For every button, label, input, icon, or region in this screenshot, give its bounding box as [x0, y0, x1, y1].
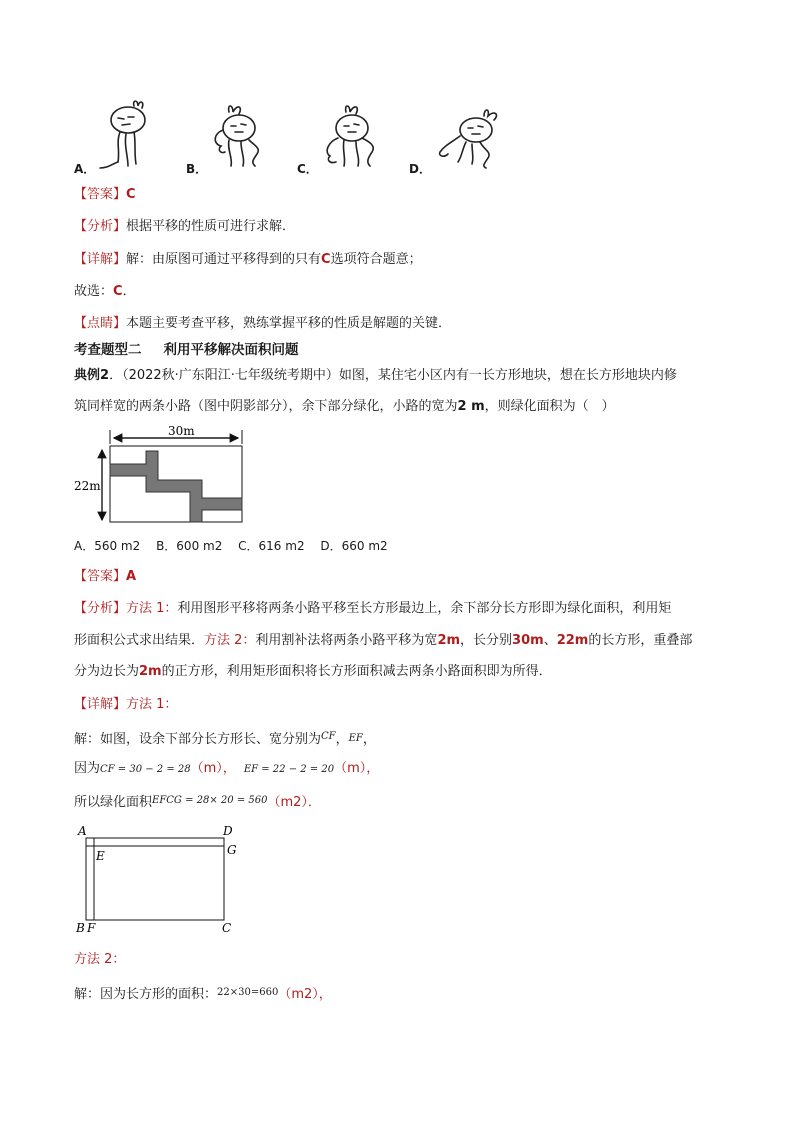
solution-text4: 解：因为长方形的面积： [74, 987, 218, 1002]
label-f: F [87, 921, 96, 935]
rabbit-drawing-d [432, 106, 507, 176]
unit-m2-total: （m2）， [278, 987, 332, 1002]
rabbit-drawing-c [318, 102, 388, 172]
rectangle-diagram [72, 822, 242, 940]
stem-width: 2 m [457, 399, 485, 414]
q2-stem-line2 [74, 398, 615, 416]
question-source: ．（2022秋·广东阳江·七年级统考期中）如图，某住宅小区内有一长方形地块，想在长方形地块内修 [109, 368, 677, 383]
equation-total-area: 22×30=660 [217, 987, 279, 998]
value-2m: 2m [437, 633, 461, 648]
q1-choose-line [74, 283, 136, 301]
detail-tag: 【详解】 [74, 252, 127, 267]
value-22m: 22m [556, 633, 589, 648]
value-30m: 30m [512, 633, 544, 648]
q1-analysis-line [74, 218, 295, 236]
solution-text2: 因为 [74, 761, 101, 776]
analysis-text5: 的长方形，重叠部 [588, 633, 693, 648]
option-c-figure [318, 102, 388, 176]
equation-cf: CF = 30 − 2 = 28 [100, 764, 191, 775]
option-a-figure [90, 98, 160, 177]
var-ef: EF [348, 733, 363, 744]
analysis-text4: ，长分别 [460, 633, 513, 648]
option-b-figure [205, 102, 275, 176]
analysis-tag: 【分析】 [74, 219, 127, 234]
detail-tag: 【详解】 [74, 697, 127, 712]
answer-tag: 【答案】 [74, 569, 127, 584]
choose-end: ． [122, 284, 136, 299]
label-g: G [227, 843, 237, 857]
section-label: 考查题型二 [74, 342, 142, 358]
option-d-label[interactable]: D． [409, 162, 431, 176]
label-e: E [96, 849, 105, 863]
method2-label: 方法 2： [204, 633, 256, 648]
option-a-label[interactable]: A． [74, 162, 96, 176]
unit-m-2: （m）， [334, 761, 380, 776]
paths-figure [72, 424, 252, 532]
solution-text1: 解：如图，设余下部分长方形长、宽分别为 [74, 732, 322, 747]
analysis-text3: 利用割补法将两条小路平移为宽 [255, 633, 438, 648]
rabbit-drawing-b [205, 102, 275, 172]
analysis-tag: 【分析】 [74, 601, 127, 616]
solution-text3: 所以绿化面积 [74, 795, 153, 810]
analysis-text1: 利用图形平移将两条小路平移至长方形最边上，余下部分长方形即为绿化面积，利用矩 [177, 601, 672, 616]
label-d: D [223, 824, 233, 838]
solution-sep: ， [335, 732, 349, 747]
answer-tag: 【答案】 [74, 187, 127, 202]
equation-ef: EF = 22 − 2 = 20 [243, 764, 335, 775]
choose-label: 故选： [74, 284, 114, 299]
q2-solution-line3 [74, 792, 321, 812]
separator: 、 [543, 633, 557, 648]
detail-option: C [321, 252, 331, 267]
q2-analysis-line2 [74, 632, 692, 650]
q2-analysis-line1 [74, 600, 671, 618]
label-b: B [76, 921, 85, 935]
analysis-text7: 的正方形，利用矩形面积将长方形面积减去两条小路面积即为所得． [161, 664, 552, 679]
comment-tag: 【点睛】 [74, 316, 127, 331]
solution-end: ， [362, 732, 376, 747]
q1-detail-line [74, 251, 422, 269]
method2-heading [74, 951, 125, 969]
q2-stem-line1 [74, 367, 677, 385]
width-label: 30m [168, 424, 195, 438]
stem-end: ，则绿化面积为（ ） [484, 399, 615, 414]
unit-m-1: （m）， [190, 761, 236, 776]
option-c-label[interactable]: C． [297, 162, 318, 176]
q2-detail-line [74, 696, 177, 714]
comment-text: 本题主要考查平移，熟练掌握平移的性质是解题的关键． [126, 316, 452, 331]
q2-solution-line1 [74, 728, 376, 749]
detail-text-end: 选项符合题意； [330, 252, 422, 267]
paths-diagram [72, 424, 252, 528]
analysis-text6: 分为边长为 [74, 664, 140, 679]
label-a: A [78, 824, 87, 838]
option-d-figure [432, 106, 507, 180]
height-label: 22m [74, 479, 101, 493]
value-2m-square: 2m [139, 664, 162, 679]
option-b-label[interactable]: B． [186, 162, 208, 176]
rabbit-drawing-a [90, 98, 160, 173]
q2-analysis-line3 [74, 663, 552, 681]
answer-value: C [126, 187, 136, 202]
q1-answer-line [74, 186, 136, 204]
detail-text: 解：由原图可通过平移得到的只有 [126, 252, 322, 267]
example-number: 2 [100, 368, 110, 383]
method1-label: 方法 1： [126, 601, 178, 616]
section-title: 利用平移解决面积问题 [163, 342, 299, 358]
q2-solution-line4 [74, 984, 332, 1004]
stem-text: 筑同样宽的两条小路（图中阴影部分），余下部分绿化，小路的宽为 [74, 399, 458, 414]
example-label: 典例 [74, 368, 101, 383]
analysis-text2: 形面积公式求出结果． [74, 633, 205, 648]
var-cf: CF [321, 731, 336, 742]
rectangle-figure [72, 822, 242, 944]
section-heading [74, 341, 299, 359]
analysis-text: 根据平移的性质可进行求解． [126, 219, 296, 234]
answer-value: A [126, 569, 137, 584]
method2-heading-label: 方法 2： [74, 952, 126, 967]
q2-solution-line2 [74, 760, 379, 779]
q2-options[interactable]: A．560 m2 B．600 m2 C．616 m2 D．660 m2 [74, 539, 388, 553]
unit-m2: （m2）． [267, 795, 321, 810]
equation-area: EFCG = 28× 20 = 560 [152, 795, 268, 806]
detail-method1: 方法 1： [126, 697, 178, 712]
label-c: C [222, 921, 232, 935]
q1-comment-line [74, 315, 451, 333]
choose-value: C [113, 284, 123, 299]
q2-answer-line [74, 568, 136, 586]
